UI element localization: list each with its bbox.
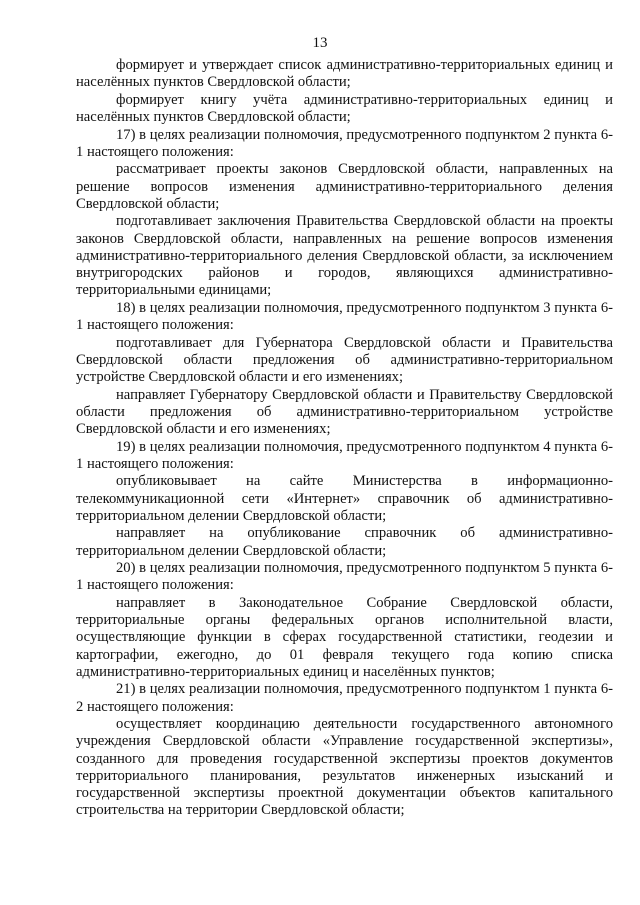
numbered-item: 20) в целях реализации полномочия, предусмотренного подпунктом 5 пункта 6-1 настоящего положения: [76,560,613,594]
paragraph: формирует книгу учёта административно-территориальных единиц и населённых пунктов Свердловской области; [76,91,613,125]
paragraph: осуществляет координацию деятельности государственного автономного учреждения Свердловской области «Управление государственной экспертизы», созданного для проведения государственной экспертизы проектов документов территориального планирования, результатов инженерных изысканий и государственной экспертизы проектной документации объектов капитального строительства на территории Свердловской области; [76,716,613,819]
paragraph: направляет Губернатору Свердловской области и Правительству Свердловской области предложения об административно-территориальном устройстве Свердловской области и его изменениях; [76,386,613,437]
paragraph: формирует и утверждает список административно-территориальных единиц и населённых пунктов Свердловской области; [76,57,613,91]
numbered-item: 19) в целях реализации полномочия, предусмотренного подпунктом 4 пункта 6-1 настоящего положения: [76,438,613,472]
paragraph: подготавливает заключения Правительства Свердловской области на проекты законов Свердловской области, направленных на решение вопросов изменения административно-территориального деления Свердловской области, за исключением внутригородских районов и городов, являющихся административно-территориальными единицами; [76,213,613,299]
paragraph: опубликовывает на сайте Министерства в информационно-телекоммуникационной сети «Интернет» справочник об административно-территориальном делении Свердловской области; [76,473,613,524]
paragraph: направляет на опубликование справочник об административно-территориальном делении Свердловской области; [76,525,613,559]
paragraph: направляет в Законодательное Собрание Свердловской области, территориальные органы федеральных органов исполнительной власти, осуществляющие функции в сферах государственной статистики, геодезии и картографии, ежегодно, до 01 февраля текущего года копию списка административно-территориальных единиц и населённых пунктов; [76,594,613,680]
paragraph: подготавливает для Губернатора Свердловской области и Правительства Свердловской области предложения об административно-территориальном устройстве Свердловской области и его изменениях; [76,334,613,385]
paragraph: рассматривает проекты законов Свердловской области, направленных на решение вопросов изменения административно-территориального деления Свердловской области; [76,161,613,212]
document-body [76,57,613,819]
numbered-item: 21) в целях реализации полномочия, предусмотренного подпунктом 1 пункта 6-2 настоящего положения: [76,681,613,715]
numbered-item: 18) в целях реализации полномочия, предусмотренного подпунктом 3 пункта 6-1 настоящего положения: [76,299,613,333]
numbered-item: 17) в целях реализации полномочия, предусмотренного подпунктом 2 пункта 6-1 настоящего положения: [76,126,613,160]
page-number: 13 [312,35,328,51]
